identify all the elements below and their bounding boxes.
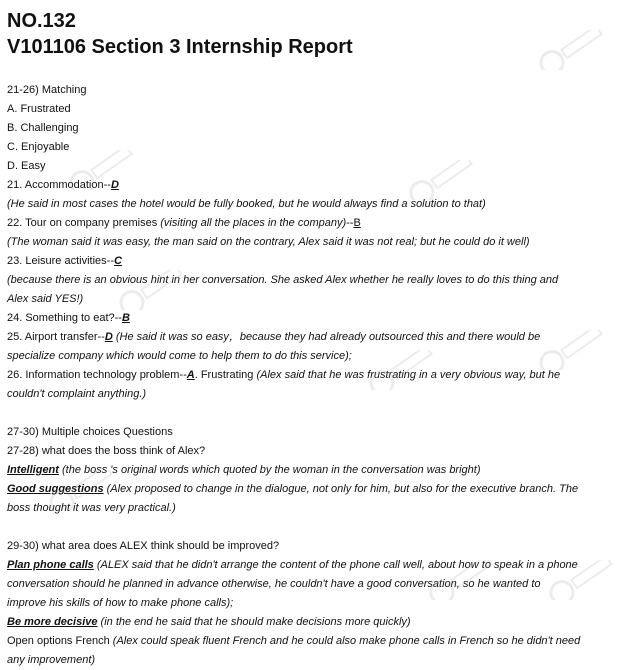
- answer-text: A: [186, 369, 195, 381]
- text-line: [7, 236, 530, 249]
- text-line: [7, 331, 540, 344]
- school-logo-watermark-icon: [400, 160, 480, 200]
- text-line: [7, 293, 83, 306]
- text-line: [7, 369, 560, 382]
- answer-text: Be more decisive: [7, 616, 98, 628]
- text-line: [7, 540, 279, 553]
- text-line: [7, 350, 352, 363]
- text-line: [7, 312, 130, 325]
- document-title: V101106 Section 3 Internship Report: [7, 36, 353, 58]
- answer-text: B: [121, 312, 130, 324]
- text-segment: (because there is an obvious hint in her conversation. She asked Alex whether he really loves to do this thing and: [7, 274, 559, 286]
- text-segment: 22. Tour on company premises: [7, 217, 161, 229]
- text-segment: improve his skills of how to make phone calls);: [7, 597, 234, 609]
- answer-text: D: [110, 179, 119, 191]
- text-segment: C. Enjoyable: [7, 141, 70, 153]
- text-segment: 29-30) what area does ALEX think should be improved?: [7, 540, 280, 552]
- text-segment: (Alex could speak fluent French and he could also make phone calls in French so he didn't need: [112, 635, 581, 647]
- text-segment: (The woman said it was easy, the man said on the contrary, Alex said it was not real; but he could do it well): [7, 236, 530, 248]
- answer-text: Plan phone calls: [7, 559, 94, 571]
- text-segment: 27-28) what does the boss think of Alex?: [7, 445, 206, 457]
- text-segment: (the boss 's original words which quoted by the woman in the conversation was bright): [58, 464, 481, 476]
- text-segment: 27-30) Multiple choices Questions: [7, 426, 173, 438]
- text-line: [7, 426, 173, 439]
- text-segment: couldn't complaint anything.): [7, 388, 147, 400]
- text-line: [7, 141, 69, 154]
- text-segment: (visiting all the places in the company): [160, 217, 347, 229]
- text-segment: specialize company which would come to help them to do this service);: [7, 350, 352, 362]
- text-segment: --: [346, 217, 354, 229]
- text-segment: . Frustrating: [194, 369, 257, 381]
- text-line: [7, 445, 205, 458]
- school-logo-watermark-icon: [530, 30, 610, 70]
- text-line: [7, 654, 95, 667]
- text-line: [7, 616, 411, 629]
- text-segment: (Alex said that he was frustrating in a very obvious way, but he: [256, 369, 561, 381]
- text-segment: boss thought it was very practical.): [7, 502, 176, 514]
- text-segment: 26. Information technology problem--: [7, 369, 187, 381]
- text-line: [7, 559, 578, 572]
- text-line: [7, 388, 146, 401]
- text-segment: D. Easy: [7, 160, 46, 172]
- text-line: [7, 578, 541, 591]
- text-line: [7, 597, 233, 610]
- text-segment: B: [353, 217, 361, 229]
- text-segment: A. Frustrated: [7, 103, 71, 115]
- text-line: [7, 464, 481, 477]
- text-line: [7, 103, 71, 116]
- text-line: [7, 502, 176, 515]
- text-segment: 21-26) Matching: [7, 84, 87, 96]
- text-line: [7, 160, 46, 173]
- text-line: [7, 483, 578, 496]
- answer-text: Intelligent: [7, 464, 59, 476]
- text-segment: (He said it was so easy，because they had already outsourced this and there would be: [112, 331, 541, 343]
- text-segment: 21. Accommodation--: [7, 179, 111, 191]
- text-segment: Open options French: [7, 635, 113, 647]
- text-line: [7, 255, 122, 268]
- text-segment: (Alex proposed to change in the dialogue, not only for him, but also for the executive branch. The: [103, 483, 579, 495]
- school-logo-watermark-icon: [530, 330, 610, 370]
- text-line: [7, 84, 87, 97]
- text-segment: 25. Airport transfer--: [7, 331, 105, 343]
- text-segment: 24. Something to eat?--: [7, 312, 122, 324]
- answer-text: C: [114, 255, 122, 267]
- text-line: [7, 635, 580, 648]
- text-line: [7, 274, 558, 287]
- text-segment: any improvement): [7, 654, 96, 666]
- answer-text: D: [104, 331, 113, 343]
- text-segment: (in the end he said that he should make decisions more quickly): [97, 616, 411, 628]
- document-number: NO.132: [7, 10, 76, 32]
- text-segment: Alex said YES!): [7, 293, 84, 305]
- text-line: [7, 217, 361, 230]
- text-line: [7, 198, 486, 211]
- text-segment: B. Challenging: [7, 122, 79, 134]
- text-segment: 23. Leisure activities--: [7, 255, 114, 267]
- text-segment: (ALEX said that he didn't arrange the content of the phone call well, about how to speak in a phone: [93, 559, 578, 571]
- text-line: [7, 122, 79, 135]
- text-segment: conversation should he planned in advance otherwise, he couldn't have a good conversation, so he wanted to: [7, 578, 541, 590]
- text-line: [7, 179, 119, 192]
- answer-text: Good suggestions: [7, 483, 104, 495]
- text-segment: (He said in most cases the hotel would be fully booked, but he would always find a solution to that): [7, 198, 486, 210]
